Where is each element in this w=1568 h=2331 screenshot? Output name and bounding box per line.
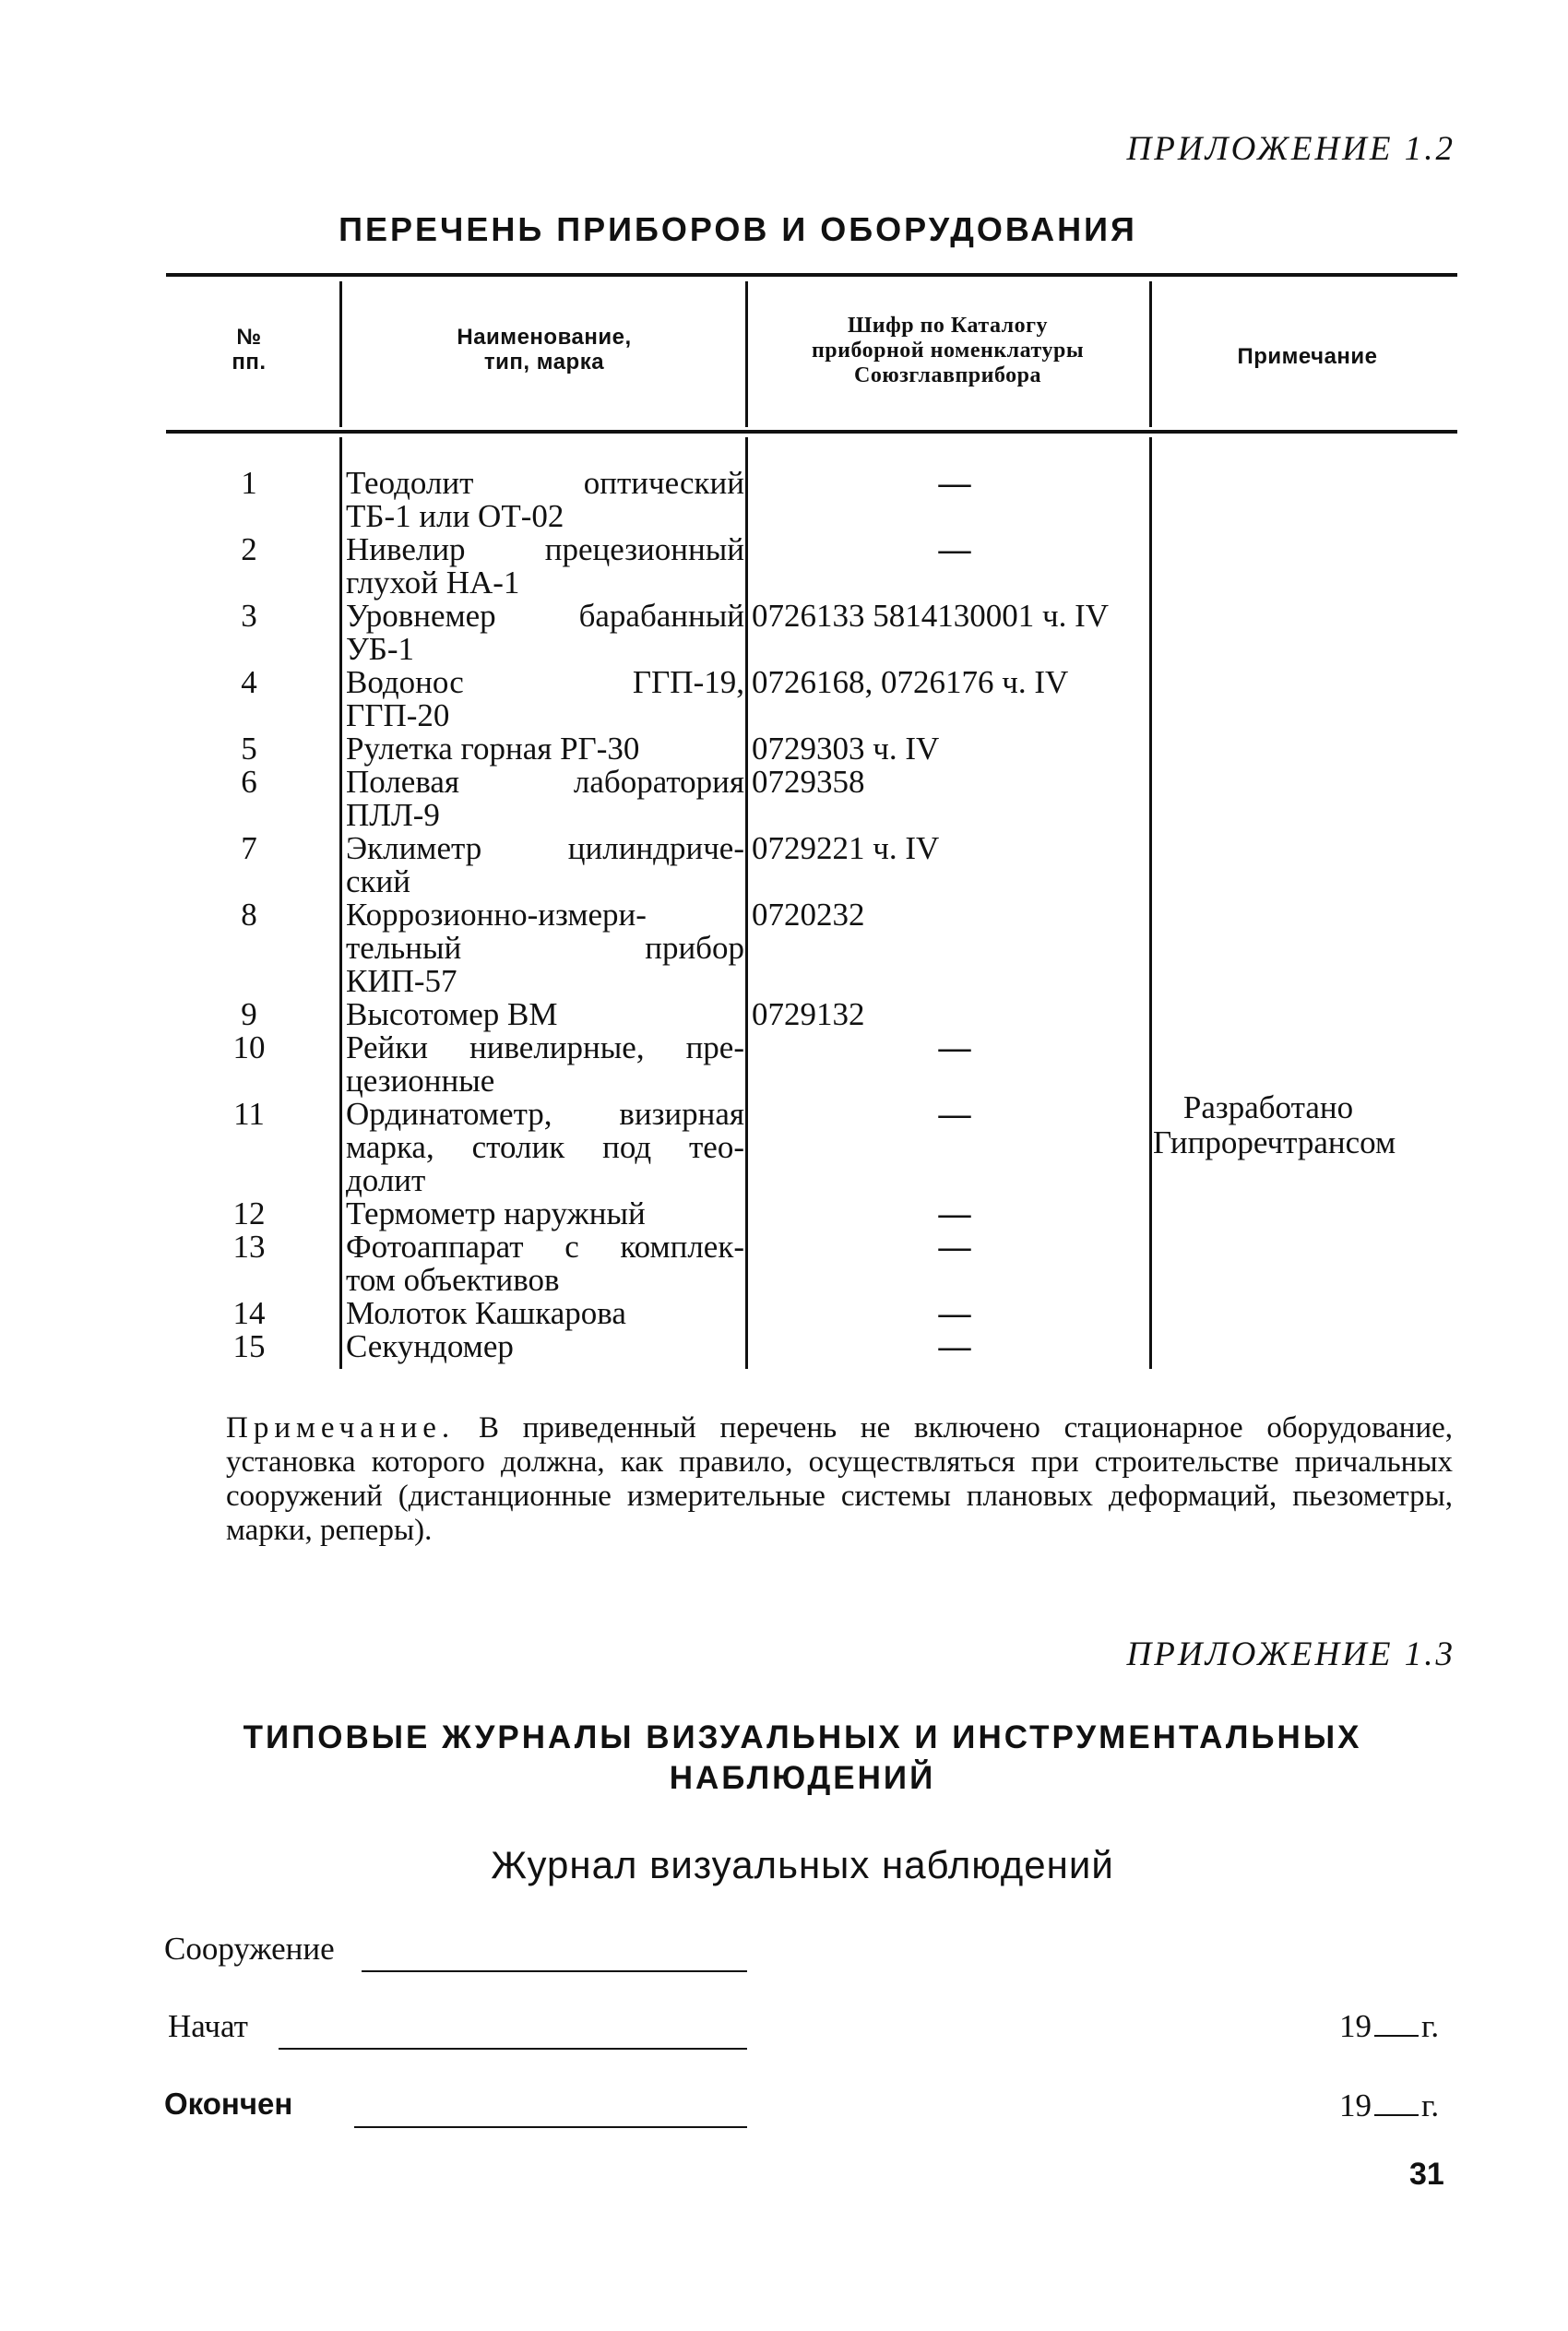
field-structure-line[interactable]	[362, 1970, 747, 1972]
row-name	[346, 467, 744, 533]
field-started-label: Начат	[168, 2008, 248, 2044]
row-name-line: Нивелир прецезионный	[346, 531, 744, 567]
row-catalog-code: —	[938, 1195, 971, 1231]
row-catalog-code: 0729358	[752, 764, 865, 800]
row-name-line: цезионные	[346, 1063, 495, 1099]
header-name: Наименование, тип, марка	[457, 325, 632, 375]
row-name-line: Эклиметр цилиндриче-	[346, 830, 744, 866]
row-number: 9	[241, 996, 257, 1032]
row-name	[346, 1197, 744, 1231]
row-name	[346, 666, 744, 732]
row-name	[346, 533, 744, 600]
row-name	[346, 1231, 744, 1297]
row-name-line: марка, столик под тео-	[346, 1129, 744, 1165]
remark-developed-by: Разработано Гипроречтрансом	[1153, 1089, 1396, 1160]
row-name	[346, 998, 744, 1031]
row-number: 15	[232, 1328, 266, 1364]
journals-title: ТИПОВЫЕ ЖУРНАЛЫ ВИЗУАЛЬНЫХ И ИНСТРУМЕНТАЛЬНЫХ НАБЛЮДЕНИЙ	[243, 1719, 1362, 1796]
row-name-line: Теодолит оптический	[346, 465, 744, 501]
row-number: 13	[232, 1229, 266, 1265]
row-name-line: тельный прибор	[346, 930, 744, 966]
row-number: 5	[241, 731, 257, 767]
row-name	[346, 766, 744, 832]
row-name-line: Коррозионно-измери-	[346, 897, 647, 933]
row-name	[346, 732, 744, 766]
row-name	[346, 1098, 744, 1197]
appendix-1-3-label: ПРИЛОЖЕНИЕ 1.3	[1126, 1635, 1455, 1673]
row-catalog-code: 0729221 ч. IV	[752, 830, 940, 866]
row-name-line: глухой НА-1	[346, 565, 520, 601]
row-catalog-code: 0729132	[752, 996, 865, 1032]
body-col-divider-2	[745, 437, 748, 1369]
field-structure-label: Сооружение	[164, 1931, 335, 1967]
page-number: 31	[1409, 2157, 1444, 2192]
header-code: Шифр по Каталогу приборной номенклатуры Союзглавприбора	[811, 314, 1085, 387]
row-name-line: Рулетка горная РГ-30	[346, 731, 640, 767]
row-name-line: ПЛЛ-9	[346, 797, 440, 833]
row-number: 10	[232, 1029, 266, 1065]
row-number: 11	[233, 1096, 265, 1132]
equipment-list-title: ПЕРЕЧЕНЬ ПРИБОРОВ И ОБОРУДОВАНИЯ	[339, 210, 1137, 248]
row-name	[346, 1330, 744, 1363]
col-divider-2	[745, 281, 748, 427]
row-name-line: Рейки нивелирные, пре-	[346, 1029, 744, 1065]
row-name-line: Высотомер ВМ	[346, 996, 558, 1032]
row-catalog-code: 0726133 5814130001 ч. IV	[752, 598, 1110, 634]
row-number: 6	[241, 764, 257, 800]
row-number: 1	[241, 465, 257, 501]
col-divider-1	[339, 281, 342, 427]
row-catalog-code: 0729303 ч. IV	[752, 731, 940, 767]
header-note: Примечание	[1237, 344, 1378, 369]
row-number: 14	[232, 1295, 266, 1331]
row-catalog-code: —	[938, 1295, 971, 1331]
table-top-rule	[166, 273, 1457, 277]
row-catalog-code: 0720232	[752, 897, 865, 933]
row-name	[346, 1031, 744, 1098]
started-year: 19 г.	[1339, 2008, 1440, 2044]
row-name-line: Молоток Кашкарова	[346, 1295, 626, 1331]
field-finished-line[interactable]	[354, 2126, 747, 2128]
row-catalog-code: 0726168, 0726176 ч. IV	[752, 664, 1069, 700]
body-col-divider-1	[339, 437, 342, 1369]
row-number: 8	[241, 897, 257, 933]
note-label: Примечание.	[226, 1411, 456, 1445]
row-name-line: ТБ-1 или ОТ-02	[346, 498, 564, 534]
row-number: 4	[241, 664, 257, 700]
col-divider-3	[1149, 281, 1152, 427]
row-name-line: ГГП-20	[346, 697, 450, 733]
row-number: 2	[241, 531, 257, 567]
row-name-line: ский	[346, 863, 410, 899]
header-num: № пп.	[232, 325, 267, 375]
row-number: 7	[241, 830, 257, 866]
row-catalog-code: —	[938, 531, 971, 567]
row-name-line: КИП-57	[346, 963, 457, 999]
row-name-line: Термометр наружный	[346, 1195, 646, 1231]
row-name-line: Полевая лаборатория	[346, 764, 744, 800]
row-catalog-code: —	[938, 465, 971, 501]
row-name-line: Водонос ГГП-19,	[346, 664, 744, 700]
row-name-line: долит	[346, 1162, 426, 1198]
row-catalog-code: —	[938, 1229, 971, 1265]
table-header-rule	[166, 430, 1457, 434]
row-name-line: УБ-1	[346, 631, 415, 667]
appendix-1-2-label: ПРИЛОЖЕНИЕ 1.2	[1126, 130, 1455, 168]
row-name	[346, 832, 744, 898]
row-name-line: Секундомер	[346, 1328, 514, 1364]
row-name-line: том объективов	[346, 1262, 560, 1298]
row-catalog-code: —	[938, 1029, 971, 1065]
note-text: В приведенный перечень не включено стационарное оборудование, установка которого должна, как правило, осуществляться при строительстве причальных сооружений (дистанционные измерительные системы плановых деформаций, пьезометры, марки, реперы).	[226, 1411, 1453, 1547]
row-name	[346, 1297, 744, 1330]
finished-year: 19 г.	[1339, 2087, 1440, 2123]
row-name	[346, 898, 744, 998]
note-paragraph	[226, 1411, 1453, 1548]
row-name-line: Фотоаппарат с комплек-	[346, 1229, 744, 1265]
row-catalog-code: —	[938, 1096, 971, 1132]
row-number: 12	[232, 1195, 266, 1231]
row-name-line: Уровнемер барабанный	[346, 598, 744, 634]
row-number: 3	[241, 598, 257, 634]
row-name-line: Ординатометр, визирная	[346, 1096, 744, 1132]
field-started-line[interactable]	[279, 2048, 747, 2050]
row-catalog-code: —	[938, 1328, 971, 1364]
field-finished-label: Окончен	[164, 2087, 293, 2121]
row-name	[346, 600, 744, 666]
journal-visual-title: Журнал визуальных наблюдений	[491, 1843, 1114, 1886]
